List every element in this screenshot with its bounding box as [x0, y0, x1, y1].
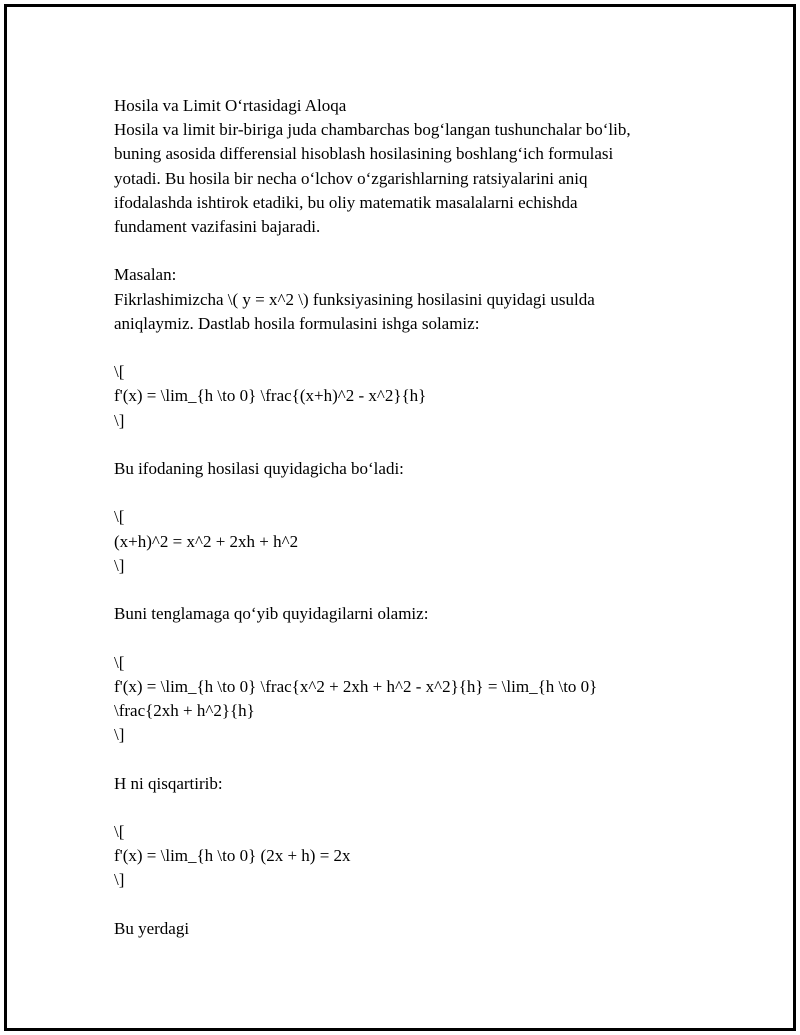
math-block-open: \[ [114, 507, 125, 527]
math-block-close: \] [114, 725, 125, 745]
example-paragraph-line: Fikrlashimizcha \( y = x^2 \) funksiyasining hosilasini quyidagi usulda [114, 289, 595, 309]
intro-paragraph-line: ifodalashda ishtirok etadiki, bu oliy matematik masalalarni echishda [114, 192, 578, 212]
math-block-close: \] [114, 870, 125, 890]
intro-paragraph-line: yotadi. Bu hosila bir necha o‘lchov o‘zgarishlarning ratsiyalarini aniq [114, 168, 588, 188]
blank-line [114, 481, 674, 505]
paragraph-line: Buni tenglamaga qo‘yib quyidagilarni olamiz: [114, 604, 429, 624]
document-body [114, 94, 674, 941]
math-block-open: \[ [114, 652, 125, 672]
blank-line [114, 893, 674, 917]
blank-line [114, 336, 674, 360]
example-heading: Masalan: [114, 265, 177, 285]
math-block-open: \[ [114, 821, 125, 841]
example-paragraph-line: aniqlaymiz. Dastlab hosila formulasini ishga solamiz: [114, 313, 480, 333]
document-title: Hosila va Limit O‘rtasidagi Aloqa [114, 96, 347, 115]
math-formula-line: f'(x) = \lim_{h \to 0} \frac{(x+h)^2 - x^2}{h} [114, 386, 427, 406]
intro-paragraph-line: buning asosida differensial hisoblash hosilasining boshlang‘ich formulasi [114, 144, 614, 164]
paragraph-line: H ni qisqartirib: [114, 773, 223, 793]
blank-line [114, 626, 674, 650]
blank-line [114, 747, 674, 771]
math-formula-line: f'(x) = \lim_{h \to 0} (2x + h) = 2x [114, 846, 351, 866]
blank-line [114, 239, 674, 263]
intro-paragraph-line: fundament vazifasini bajaradi. [114, 217, 321, 237]
math-formula-line: f'(x) = \lim_{h \to 0} \frac{x^2 + 2xh + h^2 - x^2}{h} = \lim_{h \to 0} [114, 676, 598, 696]
math-formula-line: (x+h)^2 = x^2 + 2xh + h^2 [114, 531, 299, 551]
paragraph-line: Bu ifodaning hosilasi quyidagicha bo‘ladi: [114, 459, 404, 478]
blank-line [114, 433, 674, 457]
blank-line [114, 578, 674, 602]
math-block-close: \] [114, 410, 125, 430]
paragraph-line: Bu yerdagi [114, 918, 190, 938]
math-block-open: \[ [114, 362, 125, 382]
blank-line [114, 796, 674, 820]
math-formula-line: \frac{2xh + h^2}{h} [114, 700, 255, 720]
math-block-close: \] [114, 555, 125, 575]
intro-paragraph-line: Hosila va limit bir-biriga juda chambarchas bog‘langan tushunchalar bo‘lib, [114, 120, 631, 140]
